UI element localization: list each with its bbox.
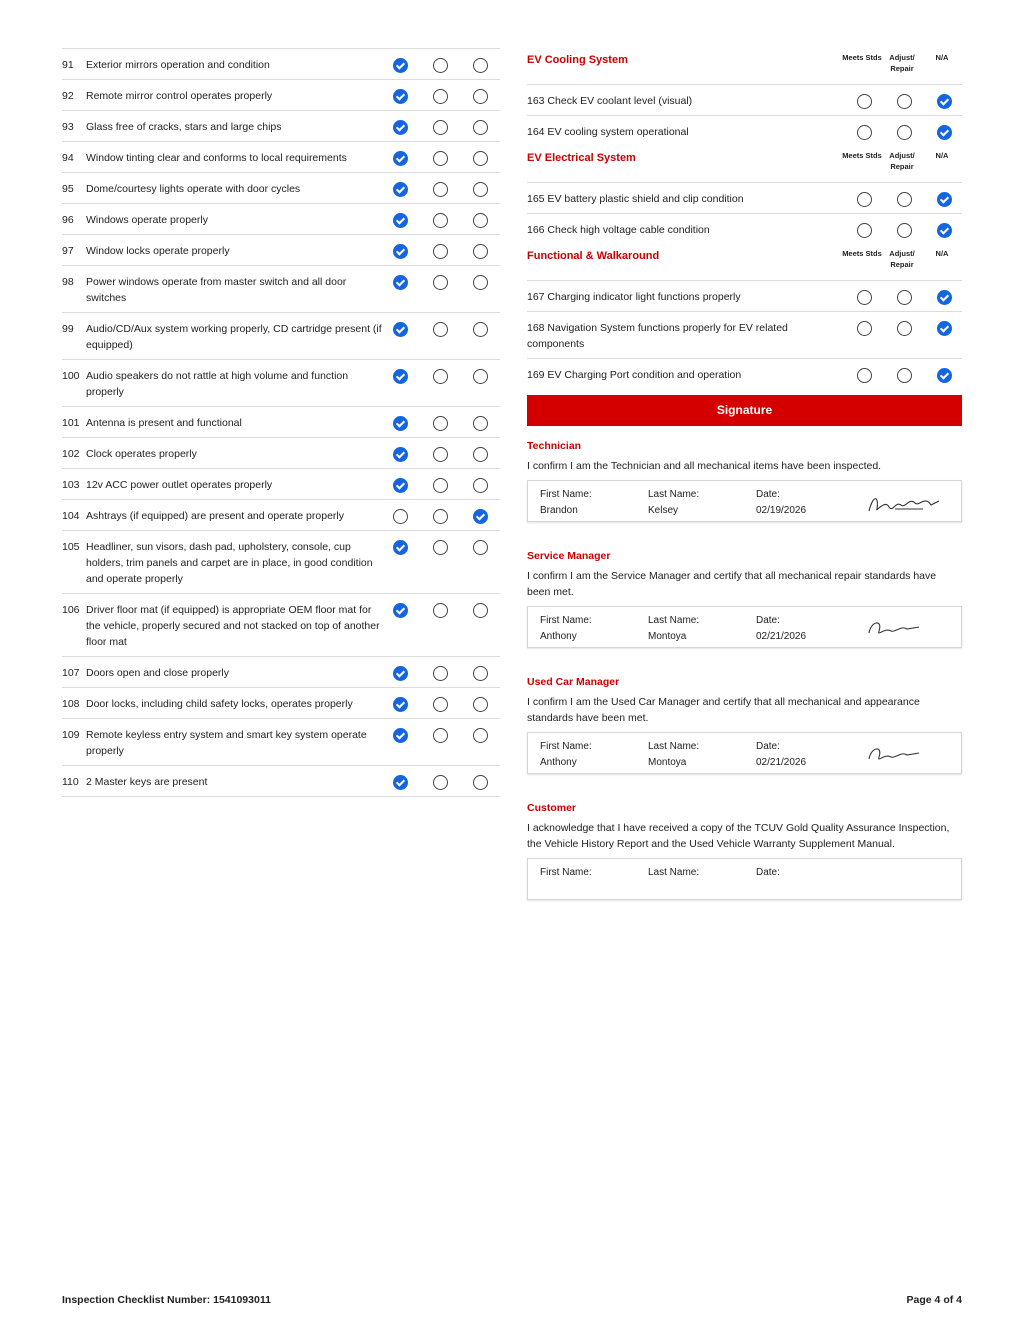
adjust-repair-radio[interactable] — [433, 416, 448, 431]
item-number: 91 — [62, 59, 74, 71]
date-value: 02/19/2026 — [756, 505, 807, 516]
section-title: Functional & Walkaround — [527, 250, 660, 262]
na-radio[interactable] — [937, 125, 952, 140]
ev-and-signature-column — [527, 48, 962, 900]
date-label: Date: — [756, 489, 780, 500]
meets-stds-radio[interactable] — [857, 368, 872, 383]
meets-stds-radio[interactable] — [393, 540, 408, 555]
date-label: Date: — [756, 741, 780, 752]
first-name-field — [540, 487, 648, 515]
checklist-row — [62, 141, 500, 172]
adjust-repair-radio[interactable] — [433, 697, 448, 712]
first-name-value: Anthony — [540, 631, 577, 642]
item-description: 165 EV battery plastic shield and clip condition — [527, 193, 744, 205]
na-radio[interactable] — [473, 666, 488, 681]
signature-statement: I confirm I am the Technician and all mechanical items have been inspected. — [527, 460, 882, 472]
column-header: Meets Stds — [842, 249, 882, 258]
first-name-value: Brandon — [540, 505, 578, 516]
na-radio[interactable] — [473, 182, 488, 197]
na-radio[interactable] — [473, 603, 488, 618]
meets-stds-radio[interactable] — [393, 182, 408, 197]
signature-box[interactable] — [527, 480, 962, 522]
adjust-repair-radio[interactable] — [433, 540, 448, 555]
adjust-repair-radio[interactable] — [433, 151, 448, 166]
signature-block — [527, 676, 962, 774]
signature-statement: I confirm I am the Service Manager and certify that all mechanical repair standards have been met. — [527, 570, 937, 598]
adjust-repair-radio[interactable] — [433, 509, 448, 524]
item-number: 105 — [62, 541, 80, 553]
checklist-row — [62, 593, 500, 656]
column-header: N/A — [935, 249, 949, 258]
meets-stds-radio[interactable] — [857, 192, 872, 207]
last-name-field — [648, 739, 756, 767]
meets-stds-radio[interactable] — [393, 416, 408, 431]
signature-block — [527, 550, 962, 648]
last-name-label: Last Name: — [648, 489, 700, 500]
last-name-field — [648, 865, 756, 893]
signature-statement: I confirm I am the Used Car Manager and certify that all mechanical and appearance standards have been met. — [527, 696, 920, 724]
checklist-row — [527, 115, 962, 146]
item-description: 2 Master keys are present — [86, 776, 208, 788]
na-radio[interactable] — [473, 509, 488, 524]
checklist-row — [62, 765, 500, 796]
column-header: Meets Stds — [842, 53, 882, 62]
date-value: 02/21/2026 — [756, 757, 807, 768]
meets-stds-radio[interactable] — [857, 125, 872, 140]
item-number: 100 — [62, 370, 80, 382]
section-title: EV Cooling System — [527, 54, 628, 66]
na-radio[interactable] — [473, 322, 488, 337]
item-description: Antenna is present and functional — [86, 417, 242, 429]
last-name-field — [648, 487, 756, 515]
first-name-label: First Name: — [540, 867, 592, 878]
checklist-row — [62, 172, 500, 203]
handwritten-signature — [865, 617, 945, 643]
last-name-label: Last Name: — [648, 867, 700, 878]
signature-box[interactable] — [527, 732, 962, 774]
adjust-repair-radio[interactable] — [433, 275, 448, 290]
handwritten-signature — [865, 491, 945, 517]
date-field — [756, 739, 864, 767]
item-description: 12v ACC power outlet operates properly — [86, 479, 273, 491]
item-description: Exterior mirrors operation and condition — [86, 59, 270, 71]
first-name-label: First Name: — [540, 741, 592, 752]
checklist-row — [527, 358, 962, 389]
item-number: 93 — [62, 121, 74, 133]
item-description: Doors open and close properly — [86, 667, 230, 679]
item-number: 102 — [62, 448, 80, 460]
first-name-field — [540, 613, 648, 641]
adjust-repair-radio[interactable] — [433, 182, 448, 197]
adjust-repair-radio[interactable] — [433, 58, 448, 73]
item-description: Audio/CD/Aux system working properly, CD cartridge present (if equipped) — [86, 323, 382, 351]
adjust-repair-radio[interactable] — [433, 447, 448, 462]
signature-header: Signature — [527, 395, 962, 426]
column-header: Meets Stds — [842, 151, 882, 160]
item-description: 166 Check high voltage cable condition — [527, 224, 710, 236]
signature-role: Service Manager — [527, 550, 611, 562]
na-radio[interactable] — [937, 223, 952, 238]
item-number: 95 — [62, 183, 74, 195]
checklist-row — [62, 359, 500, 406]
item-number: 109 — [62, 729, 80, 741]
adjust-repair-radio[interactable] — [897, 290, 912, 305]
checklist-row — [527, 213, 962, 244]
na-radio[interactable] — [473, 728, 488, 743]
page-number: Page 4 of 4 — [906, 1294, 962, 1306]
meets-stds-radio[interactable] — [393, 213, 408, 228]
meets-stds-radio[interactable] — [857, 223, 872, 238]
adjust-repair-radio[interactable] — [897, 368, 912, 383]
section-title: EV Electrical System — [527, 152, 636, 164]
signature-role: Used Car Manager — [527, 676, 620, 688]
item-description: Audio speakers do not rattle at high volume and function properly — [86, 370, 349, 398]
signature-block — [527, 802, 962, 900]
adjust-repair-radio[interactable] — [433, 120, 448, 135]
adjust-repair-radio[interactable] — [433, 478, 448, 493]
na-radio[interactable] — [473, 244, 488, 259]
item-description: Dome/courtesy lights operate with door cycles — [86, 183, 301, 195]
meets-stds-radio[interactable] — [393, 697, 408, 712]
item-description: 169 EV Charging Port condition and operation — [527, 369, 742, 381]
item-description: Headliner, sun visors, dash pad, upholstery, console, cup holders, trim panels and carpet are in place, in good condition and operate properly — [86, 541, 373, 585]
adjust-repair-radio[interactable] — [897, 223, 912, 238]
na-radio[interactable] — [473, 89, 488, 104]
column-header: N/A — [935, 151, 949, 160]
na-radio[interactable] — [937, 321, 952, 336]
meets-stds-radio[interactable] — [393, 728, 408, 743]
na-radio[interactable] — [937, 94, 952, 109]
item-number: 92 — [62, 90, 74, 102]
item-number: 99 — [62, 323, 74, 335]
first-name-field — [540, 865, 648, 893]
na-radio[interactable] — [473, 447, 488, 462]
adjust-repair-radio[interactable] — [433, 369, 448, 384]
adjust-repair-radio[interactable] — [433, 666, 448, 681]
checklist-number: Inspection Checklist Number: 1541093011 — [62, 1294, 271, 1306]
na-radio[interactable] — [937, 290, 952, 305]
item-description: Glass free of cracks, stars and large chips — [86, 121, 282, 133]
column-header: Adjust/ Repair — [889, 151, 915, 171]
checklist-row — [62, 718, 500, 765]
adjust-repair-radio[interactable] — [433, 213, 448, 228]
signature-block — [527, 440, 962, 522]
date-field — [756, 487, 864, 515]
na-radio[interactable] — [473, 275, 488, 290]
na-radio[interactable] — [473, 540, 488, 555]
adjust-repair-radio[interactable] — [433, 775, 448, 790]
na-radio[interactable] — [937, 192, 952, 207]
checklist-row — [62, 48, 500, 79]
checklist-row — [527, 280, 962, 311]
date-field — [756, 613, 864, 641]
na-radio[interactable] — [473, 697, 488, 712]
item-description: 164 EV cooling system operational — [527, 126, 689, 138]
checklist-row — [62, 687, 500, 718]
na-radio[interactable] — [473, 369, 488, 384]
adjust-repair-radio[interactable] — [433, 244, 448, 259]
na-radio[interactable] — [473, 151, 488, 166]
section-header — [527, 146, 962, 182]
column-header: N/A — [935, 53, 949, 62]
na-radio[interactable] — [473, 58, 488, 73]
item-description: Windows operate properly — [86, 214, 208, 226]
na-radio[interactable] — [473, 416, 488, 431]
item-number: 107 — [62, 667, 80, 679]
item-description: Power windows operate from master switch and all door switches — [86, 276, 347, 304]
checklist-row — [62, 406, 500, 437]
checklist-row — [62, 468, 500, 499]
section-header — [527, 48, 962, 84]
item-description: Clock operates properly — [86, 448, 197, 460]
checklist-row — [62, 656, 500, 687]
item-description: Driver floor mat (if equipped) is appropriate OEM floor mat for the vehicle, properly secured and not stacked on top of another floor mat — [86, 604, 380, 648]
first-name-label: First Name: — [540, 489, 592, 500]
item-description: 163 Check EV coolant level (visual) — [527, 95, 693, 107]
checklist-row — [527, 311, 962, 358]
meets-stds-radio[interactable] — [393, 151, 408, 166]
meets-stds-radio[interactable] — [393, 275, 408, 290]
date-field — [756, 865, 864, 893]
date-label: Date: — [756, 615, 780, 626]
na-radio[interactable] — [473, 775, 488, 790]
meets-stds-radio[interactable] — [393, 666, 408, 681]
na-radio[interactable] — [473, 120, 488, 135]
last-name-value: Montoya — [648, 757, 687, 768]
checklist-row — [62, 312, 500, 359]
section-header — [527, 244, 962, 280]
item-number: 94 — [62, 152, 74, 164]
meets-stds-radio[interactable] — [857, 321, 872, 336]
item-description: Ashtrays (if equipped) are present and operate properly — [86, 510, 344, 522]
checklist-row — [62, 203, 500, 234]
item-number: 104 — [62, 510, 80, 522]
interior-checklist — [62, 48, 500, 797]
column-header: Adjust/ Repair — [889, 249, 915, 269]
checklist-row — [62, 437, 500, 468]
item-description: Window tinting clear and conforms to local requirements — [86, 152, 347, 164]
meets-stds-radio[interactable] — [857, 94, 872, 109]
meets-stds-radio[interactable] — [393, 244, 408, 259]
first-name-value: Anthony — [540, 757, 577, 768]
column-header: Adjust/ Repair — [889, 53, 915, 73]
adjust-repair-radio[interactable] — [433, 603, 448, 618]
last-name-field — [648, 613, 756, 641]
meets-stds-radio[interactable] — [393, 89, 408, 104]
meets-stds-radio[interactable] — [393, 58, 408, 73]
checklist-row — [527, 182, 962, 213]
date-value: 02/21/2026 — [756, 631, 807, 642]
item-number: 103 — [62, 479, 80, 491]
item-number: 96 — [62, 214, 74, 226]
item-description: Window locks operate properly — [86, 245, 230, 257]
adjust-repair-radio[interactable] — [433, 322, 448, 337]
divider — [62, 796, 500, 797]
signature-role: Technician — [527, 440, 582, 452]
checklist-row — [62, 530, 500, 593]
adjust-repair-radio[interactable] — [897, 94, 912, 109]
item-number: 106 — [62, 604, 80, 616]
last-name-label: Last Name: — [648, 615, 700, 626]
checklist-row — [62, 110, 500, 141]
first-name-field — [540, 739, 648, 767]
first-name-label: First Name: — [540, 615, 592, 626]
checklist-row — [527, 84, 962, 115]
na-radio[interactable] — [937, 368, 952, 383]
item-number: 98 — [62, 276, 74, 288]
meets-stds-radio[interactable] — [393, 478, 408, 493]
meets-stds-radio[interactable] — [393, 322, 408, 337]
checklist-row — [62, 499, 500, 530]
signature-statement: I acknowledge that I have received a copy of the TCUV Gold Quality Assurance Inspection, the Vehicle History Report and the Used Vehicle Warranty Supplement Manual. — [527, 822, 950, 850]
item-description: Remote keyless entry system and smart key system operate properly — [86, 729, 367, 757]
meets-stds-radio[interactable] — [857, 290, 872, 305]
na-radio[interactable] — [473, 478, 488, 493]
adjust-repair-radio[interactable] — [897, 192, 912, 207]
meets-stds-radio[interactable] — [393, 369, 408, 384]
item-number: 101 — [62, 417, 80, 429]
meets-stds-radio[interactable] — [393, 120, 408, 135]
item-number: 97 — [62, 245, 74, 257]
last-name-label: Last Name: — [648, 741, 700, 752]
meets-stds-radio[interactable] — [393, 509, 408, 524]
meets-stds-radio[interactable] — [393, 603, 408, 618]
checklist-row — [62, 234, 500, 265]
checklist-row — [62, 79, 500, 110]
item-description: 167 Charging indicator light functions properly — [527, 291, 741, 303]
item-description: Door locks, including child safety locks, operates properly — [86, 698, 353, 710]
item-number: 110 — [62, 776, 79, 788]
na-radio[interactable] — [473, 213, 488, 228]
last-name-value: Kelsey — [648, 505, 679, 516]
signature-box[interactable] — [527, 606, 962, 648]
adjust-repair-radio[interactable] — [897, 125, 912, 140]
item-number: 108 — [62, 698, 80, 710]
signature-box[interactable] — [527, 858, 962, 900]
handwritten-signature — [865, 743, 945, 769]
item-description: Remote mirror control operates properly — [86, 90, 273, 102]
meets-stds-radio[interactable] — [393, 447, 408, 462]
adjust-repair-radio[interactable] — [897, 321, 912, 336]
date-label: Date: — [756, 867, 780, 878]
last-name-value: Montoya — [648, 631, 687, 642]
signature-role: Customer — [527, 802, 577, 814]
checklist-row — [62, 265, 500, 312]
adjust-repair-radio[interactable] — [433, 89, 448, 104]
item-description: 168 Navigation System functions properly for EV related components — [527, 322, 788, 350]
meets-stds-radio[interactable] — [393, 775, 408, 790]
adjust-repair-radio[interactable] — [433, 728, 448, 743]
